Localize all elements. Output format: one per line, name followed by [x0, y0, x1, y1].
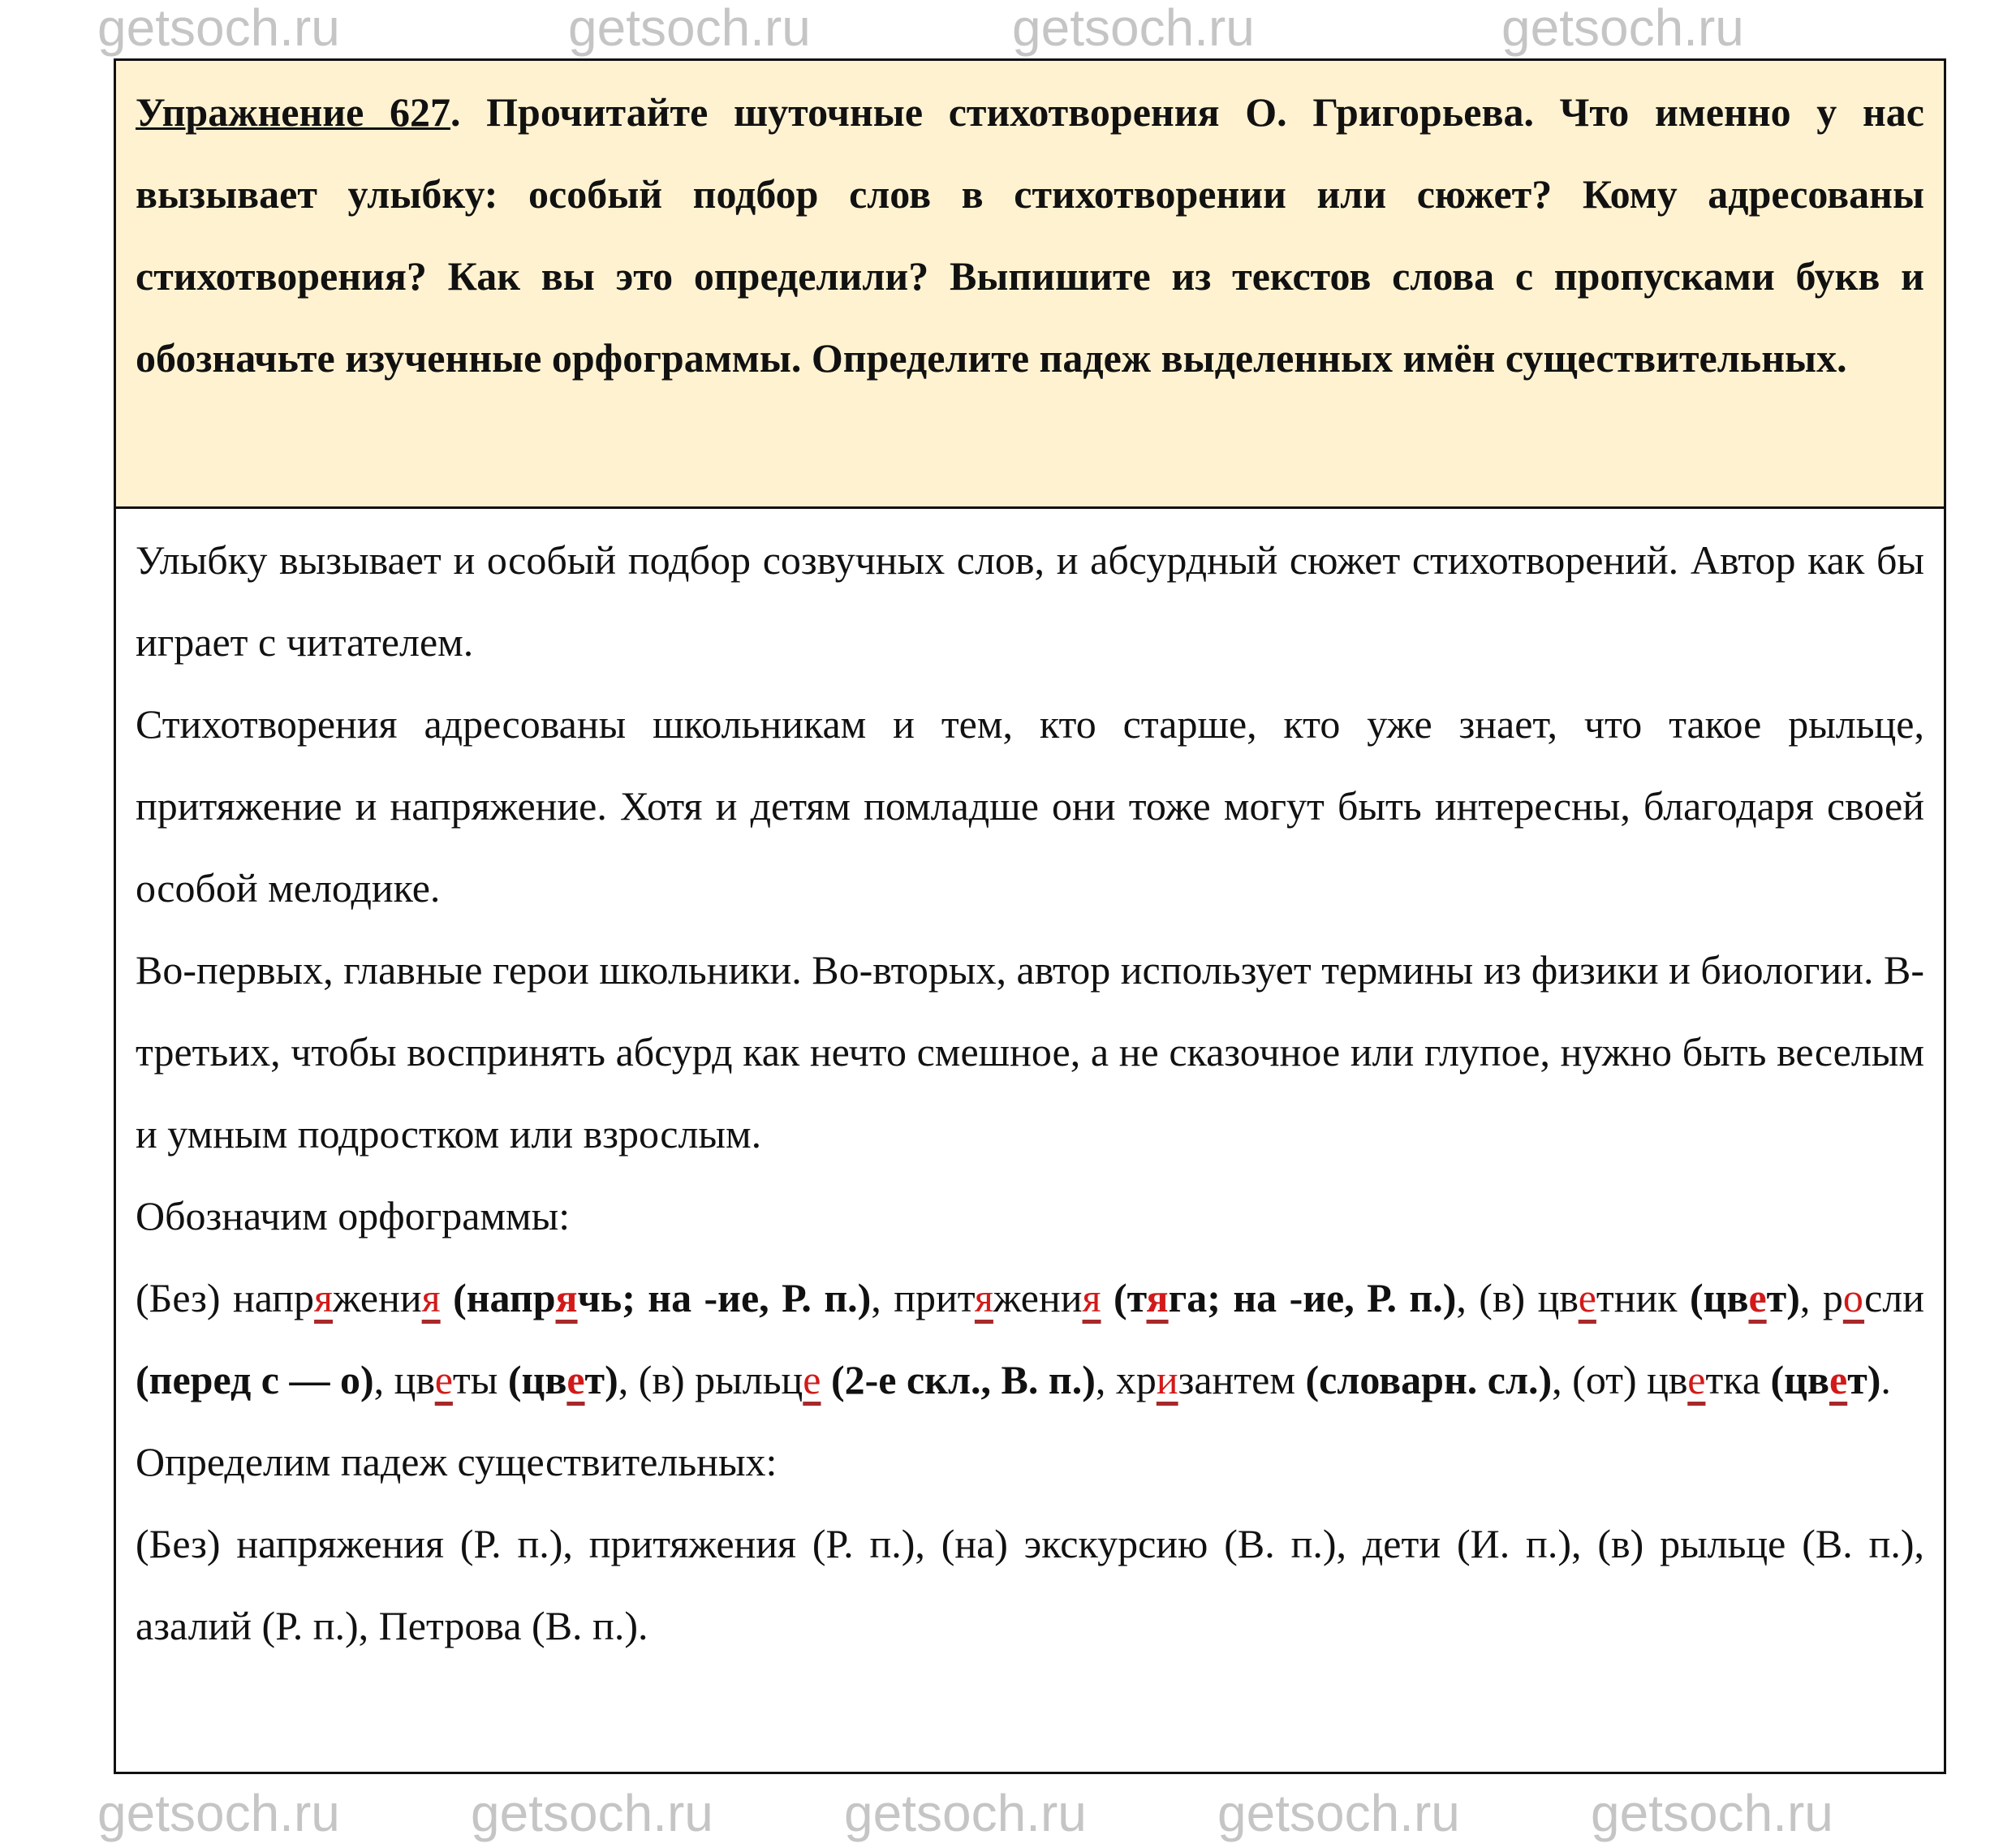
text-segment: , р — [1799, 1275, 1843, 1320]
text-segment: га; на -ие, Р. п.) — [1168, 1275, 1457, 1320]
text-segment: . — [1880, 1357, 1891, 1402]
orthogram-letter: я — [314, 1275, 334, 1320]
text-segment: (Без) напряжения (Р. п.), притяжения (Р. п.), (на) экскурсию (В. п.), дети (И. п.), (в) рыльце (В. п.), азалий (Р. п.), Петрова (В. п.). — [136, 1521, 1924, 1648]
orthogram-letter: я — [1082, 1275, 1101, 1320]
answer-paragraph — [136, 683, 1924, 929]
text-segment: т) — [1847, 1357, 1881, 1402]
text-segment: чь; на -ие, Р. п.) — [577, 1275, 872, 1320]
orthogram-letter: я — [555, 1275, 578, 1320]
text-segment: (напр — [440, 1275, 556, 1320]
text-segment: ты — [452, 1357, 508, 1402]
answer-paragraph — [136, 1421, 1924, 1503]
text-segment: (Без) напр — [136, 1275, 315, 1320]
text-segment: , (в) цв — [1456, 1275, 1579, 1320]
text-segment: (т — [1101, 1275, 1147, 1320]
text-segment: , (в) рыльц — [618, 1357, 803, 1402]
watermark: getsoch.ru — [568, 0, 811, 57]
orthogram-letter: и — [1156, 1357, 1178, 1402]
orthogram-letter: е — [1829, 1357, 1848, 1402]
watermark: getsoch.ru — [1501, 0, 1744, 57]
orthogram-letter: я — [974, 1275, 993, 1320]
text-segment: зантем — [1178, 1357, 1306, 1402]
text-segment: жени — [993, 1275, 1083, 1320]
exercise-number: Упражнение 627 — [136, 89, 450, 135]
watermark: getsoch.ru — [471, 1784, 713, 1842]
text-segment: Стихотворения адресованы школьникам и тем, кто старше, кто уже знает, что такое рыльце, притяжение и напряжение. Хотя и детям помладше они тоже могут быть интересны, благодаря своей особой мелодике. — [136, 701, 1924, 911]
text-segment: , цв — [373, 1357, 435, 1402]
text-segment: , прит — [871, 1275, 975, 1320]
text-segment: жени — [333, 1275, 422, 1320]
answer-paragraph — [136, 1503, 1924, 1667]
orthogram-letter: я — [421, 1275, 441, 1320]
answer-body — [116, 509, 1944, 1667]
orthogram-letter: е — [434, 1357, 453, 1402]
text-segment: Определим падеж существительных: — [136, 1439, 778, 1484]
text-segment: Во-первых, главные герои школьники. Во-вторых, автор использует термины из физики и биологии. В-третьих, чтобы воспринять абсурд как нечто смешное, а не сказочное или глупое, нужно быть веселым и умным подростком или взрослым. — [136, 947, 1924, 1157]
text-segment: , хр — [1095, 1357, 1157, 1402]
orthogram-letter: е — [566, 1357, 585, 1402]
text-segment: , (от) цв — [1552, 1357, 1688, 1402]
watermark: getsoch.ru — [1217, 1784, 1460, 1842]
answer-paragraph — [136, 1257, 1924, 1421]
text-segment: (словарн. сл.) — [1305, 1357, 1553, 1402]
text-segment: сли — [1864, 1275, 1924, 1320]
text-segment: (перед с — о) — [136, 1357, 374, 1402]
watermark: getsoch.ru — [97, 1784, 340, 1842]
text-segment: Обозначим орфограммы: — [136, 1193, 571, 1238]
text-segment: тка — [1705, 1357, 1771, 1402]
exercise-card — [114, 58, 1946, 1774]
text-segment: (2-е скл., В. п.) — [821, 1357, 1096, 1402]
text-segment: тник — [1596, 1275, 1690, 1320]
answer-paragraph — [136, 1175, 1924, 1257]
text-segment: (цв — [1770, 1357, 1829, 1402]
watermark: getsoch.ru — [1591, 1784, 1833, 1842]
orthogram-letter: е — [1687, 1357, 1706, 1402]
answer-paragraph — [136, 519, 1924, 683]
orthogram-letter: е — [1578, 1275, 1596, 1320]
text-segment: т) — [584, 1357, 618, 1402]
orthogram-letter: о — [1842, 1275, 1865, 1320]
orthogram-letter: е — [1748, 1275, 1767, 1320]
text-segment: (цв — [1690, 1275, 1749, 1320]
task-text: . Прочитайте шуточные стихотворения О. Григорьева. Что именно у нас вызывает улыбку: особый подбор слов в стихотворении или сюжет? Кому адресованы стихотворения? Как вы это определили? Выпишите из текстов слова с пропусками букв и обозначьте изученные орфограммы. Определите падеж выделенных имён существительных. — [136, 89, 1924, 381]
watermark: getsoch.ru — [1012, 0, 1255, 57]
answer-paragraph — [136, 929, 1924, 1175]
text-segment: (цв — [507, 1357, 567, 1402]
task-header — [116, 61, 1944, 509]
watermark: getsoch.ru — [97, 0, 340, 57]
text-segment: т) — [1766, 1275, 1800, 1320]
watermark: getsoch.ru — [844, 1784, 1087, 1842]
orthogram-letter: я — [1146, 1275, 1169, 1320]
orthogram-letter: е — [803, 1357, 821, 1402]
text-segment: Улыбку вызывает и особый подбор созвучных слов, и абсурдный сюжет стихотворений. Автор как бы играет с читателем. — [136, 537, 1924, 665]
